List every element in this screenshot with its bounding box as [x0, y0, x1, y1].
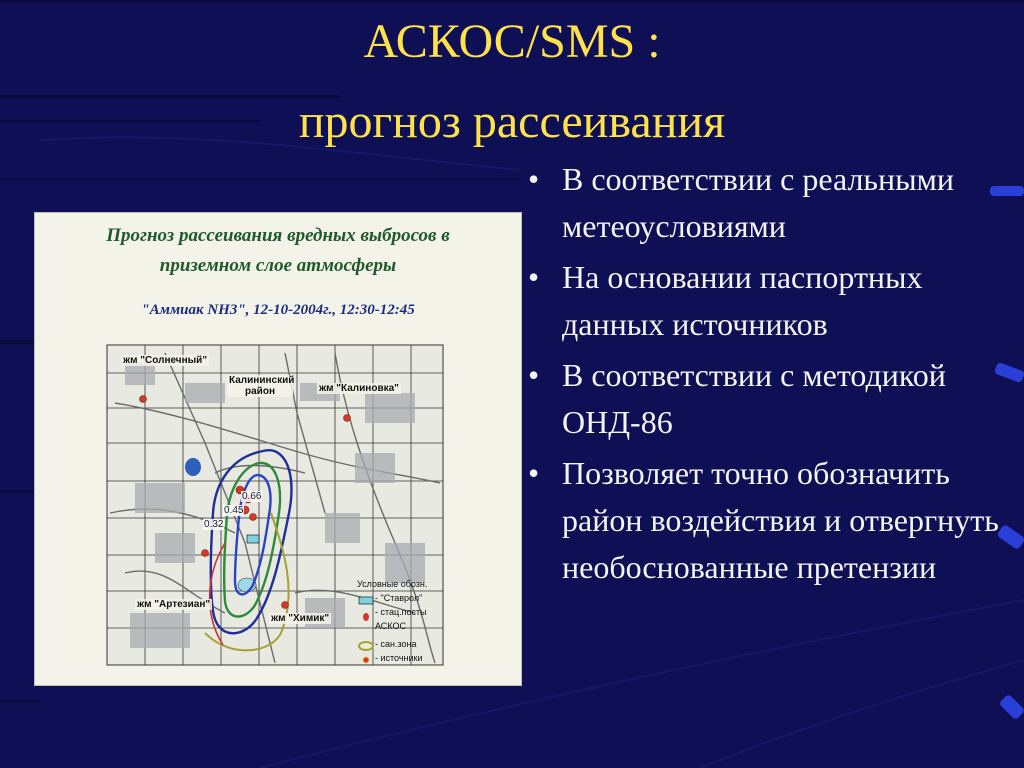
legend-item: - стац.посты [375, 607, 427, 617]
contour-value: 0.45 [224, 505, 244, 516]
bullet-item: • В соответствии с реальными метеоусловиями [522, 156, 1022, 250]
contour-value: 0.66 [242, 491, 262, 502]
label-artesian: жм "Артезиан" [137, 599, 211, 610]
map-subtitle: "Аммиак NH3", 12-10-2004г., 12:30-12:45 [141, 302, 415, 318]
map-title-line-1: Прогноз рассеивания вредных выбросов в [106, 225, 450, 246]
label-khimik: жм "Химик" [271, 613, 330, 624]
slide-title-line-1: АСКОС/SMS : [363, 15, 661, 68]
dispersion-forecast-map [34, 212, 522, 686]
map-title-line-2: приземном слое атмосферы [159, 255, 397, 276]
label-kalininsky: Калининский район [229, 375, 295, 397]
bullet-item: • Позволяет точно обозначить район воздействия и отвергнуть необоснованные претензии [522, 450, 1022, 591]
map-legend [349, 579, 435, 679]
label-kalinovka: жм "Калиновка" [319, 383, 399, 394]
bullet-item: • На основании паспортных данных источников [522, 254, 1022, 348]
legend-item: - "Ставрол" [375, 593, 423, 603]
legend-title: Условные обозн. [357, 579, 428, 589]
legend-item: АСКОС [375, 621, 406, 631]
label-solnechny: жм "Солнечный" [123, 355, 208, 366]
slide-title-line-2: прогноз рассеивания [298, 95, 726, 148]
bullet-item: • В соответствии с методикой ОНД-86 [522, 352, 1022, 446]
legend-item: - сан.зона [375, 639, 417, 649]
legend-item: - источники [375, 653, 423, 663]
bullet-list [522, 156, 1022, 595]
contour-value: 0.32 [204, 519, 224, 530]
